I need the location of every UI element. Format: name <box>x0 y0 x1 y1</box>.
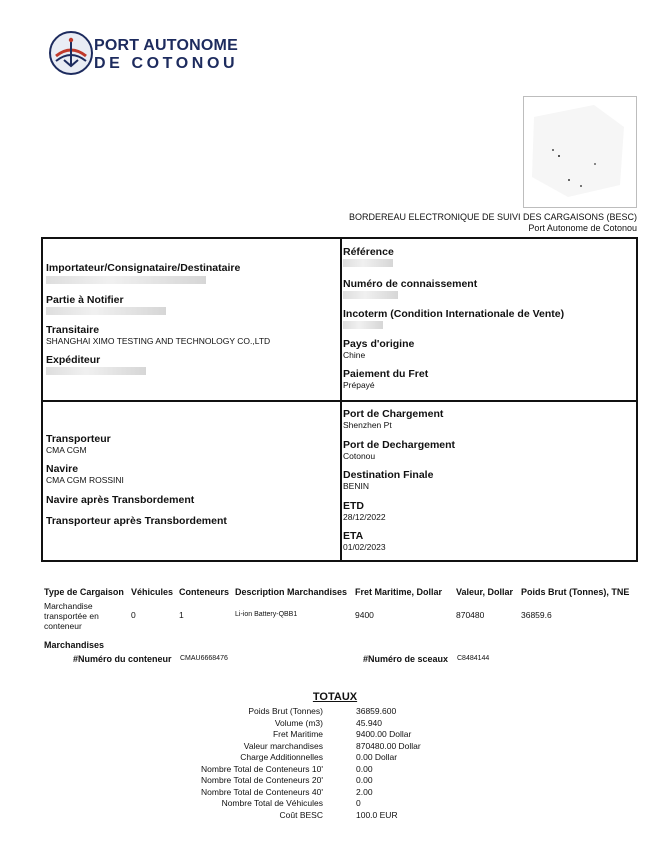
destination-finale-label: Destination Finale <box>343 469 434 481</box>
destination-finale-value: BENIN <box>343 481 369 491</box>
cargo-valeur-value: 870480 <box>456 610 485 620</box>
pays-origine-value: Chine <box>343 350 366 360</box>
cargo-header-valeur: Valeur, Dollar <box>456 587 514 597</box>
numero-conteneur-value: CMAU6668476 <box>180 655 228 662</box>
cargo-description-value: Li-ion Battery-QBB1 <box>235 611 298 618</box>
expediteur-value-redacted <box>46 367 146 375</box>
totaux-value: 36859.600 <box>356 706 397 716</box>
port-logo <box>48 30 238 78</box>
port-dechargement-value: Cotonou <box>343 451 376 461</box>
totaux-value: 0.00 <box>356 763 373 774</box>
numero-conteneur-label: #Numéro du conteneur <box>73 654 172 664</box>
eta-value: 01/02/2023 <box>343 542 386 552</box>
transport-panel <box>41 400 638 562</box>
logo-text-line1: PORT AUTONOME <box>94 37 238 54</box>
paiement-fret-value: Prépayé <box>343 380 375 390</box>
totaux-value: 9400.00 Dollar <box>356 729 412 739</box>
totaux-value: 870480.00 Dollar <box>356 740 421 751</box>
cargo-type-line2: transportée en <box>44 611 99 621</box>
totaux-value: 0 <box>356 798 361 808</box>
cargo-type-line3: conteneur <box>44 621 82 631</box>
totaux-label: Nombre Total de Conteneurs 40' <box>201 786 323 797</box>
cargo-header-type: Type de Cargaison <box>44 587 124 597</box>
totaux-label: Nombre Total de Véhicules <box>221 798 323 808</box>
besc-title: BORDEREAU ELECTRONIQUE DE SUIVI DES CARGAISONS (BESC) <box>348 212 637 222</box>
totaux-value: 0.00 <box>356 775 373 785</box>
besc-subtitle: Port Autonome de Cotonou <box>528 223 637 233</box>
totaux-label: Poids Brut (Tonnes) <box>248 706 323 716</box>
navire-value: CMA CGM ROSSINI <box>46 475 124 485</box>
transitaire-value: SHANGHAI XIMO TESTING AND TECHNOLOGY CO.,LTD <box>46 336 271 346</box>
numero-sceaux-label: #Numéro de sceaux <box>363 654 449 664</box>
totaux-label: Charge Additionnelles <box>240 752 323 762</box>
cargo-conteneurs-value: 1 <box>179 610 184 620</box>
logo-text-line2: DE COTONOU <box>94 55 239 72</box>
importateur-label: Importateur/Consignataire/Destinataire <box>46 262 241 274</box>
navire-apres-label: Navire après Transbordement <box>46 494 195 506</box>
marchandises-label: Marchandises <box>44 640 105 650</box>
connaissement-value-redacted <box>343 291 398 299</box>
cargo-poids-value: 36859.6 <box>521 610 552 620</box>
totaux-label: Coût BESC <box>279 809 323 820</box>
cargo-header-vehicules: Véhicules <box>131 587 174 597</box>
cargo-header-poids: Poids Brut (Tonnes), TNE <box>521 587 630 597</box>
totaux-title: TOTAUX <box>312 691 358 703</box>
etd-value: 28/12/2022 <box>343 512 386 522</box>
totaux-label: Fret Maritime <box>272 729 323 739</box>
etd-label: ETD <box>343 500 364 512</box>
totaux-value: 100.0 EUR <box>356 809 398 820</box>
partie-notifier-value-redacted <box>46 307 166 315</box>
incoterm-value-redacted <box>343 321 383 329</box>
port-emblem-icon <box>48 30 94 76</box>
totaux-value: 0.00 Dollar <box>356 752 398 762</box>
cargo-header-fret: Fret Maritime, Dollar <box>355 587 443 597</box>
cargo-header-conteneurs: Conteneurs <box>179 587 230 597</box>
port-dechargement-label: Port de Dechargement <box>343 439 456 451</box>
port-chargement-label: Port de Chargement <box>343 408 444 420</box>
cargo-vehicules-value: 0 <box>131 610 136 620</box>
incoterm-label: Incoterm (Condition Internationale de Vente) <box>343 308 565 320</box>
reference-value-redacted <box>343 259 393 267</box>
qr-code-image <box>523 96 637 208</box>
cargo-fret-value: 9400 <box>355 610 374 620</box>
navire-label: Navire <box>46 463 79 475</box>
importateur-value-redacted <box>46 276 206 284</box>
panel-divider <box>340 402 342 560</box>
totaux-label: Valeur marchandises <box>243 740 323 751</box>
connaissement-label: Numéro de connaissement <box>343 278 478 290</box>
totaux-value: 2.00 <box>356 786 373 797</box>
transporteur-apres-label: Transporteur après Transbordement <box>46 515 227 527</box>
totaux-label: Volume (m3) <box>274 717 323 728</box>
pays-origine-label: Pays d'origine <box>343 338 415 350</box>
reference-label: Référence <box>343 246 394 258</box>
partie-notifier-label: Partie à Notifier <box>46 294 124 306</box>
numero-sceaux-value: C8484144 <box>457 655 490 662</box>
cargo-header-description: Description Marchandises <box>235 587 348 597</box>
totaux-label: Nombre Total de Conteneurs 20' <box>201 775 323 785</box>
port-chargement-value: Shenzhen Pt <box>343 420 392 430</box>
totaux-value: 45.940 <box>356 717 382 728</box>
panel-divider <box>340 239 342 400</box>
expediteur-label: Expéditeur <box>46 354 101 366</box>
transporteur-label: Transporteur <box>46 433 111 445</box>
paiement-fret-label: Paiement du Fret <box>343 368 429 380</box>
transitaire-label: Transitaire <box>46 324 100 336</box>
totaux-label: Nombre Total de Conteneurs 10' <box>201 763 323 774</box>
eta-label: ETA <box>343 530 364 542</box>
transporteur-value: CMA CGM <box>46 445 87 455</box>
parties-panel <box>41 237 638 402</box>
cargo-type-line1: Marchandise <box>44 601 93 611</box>
